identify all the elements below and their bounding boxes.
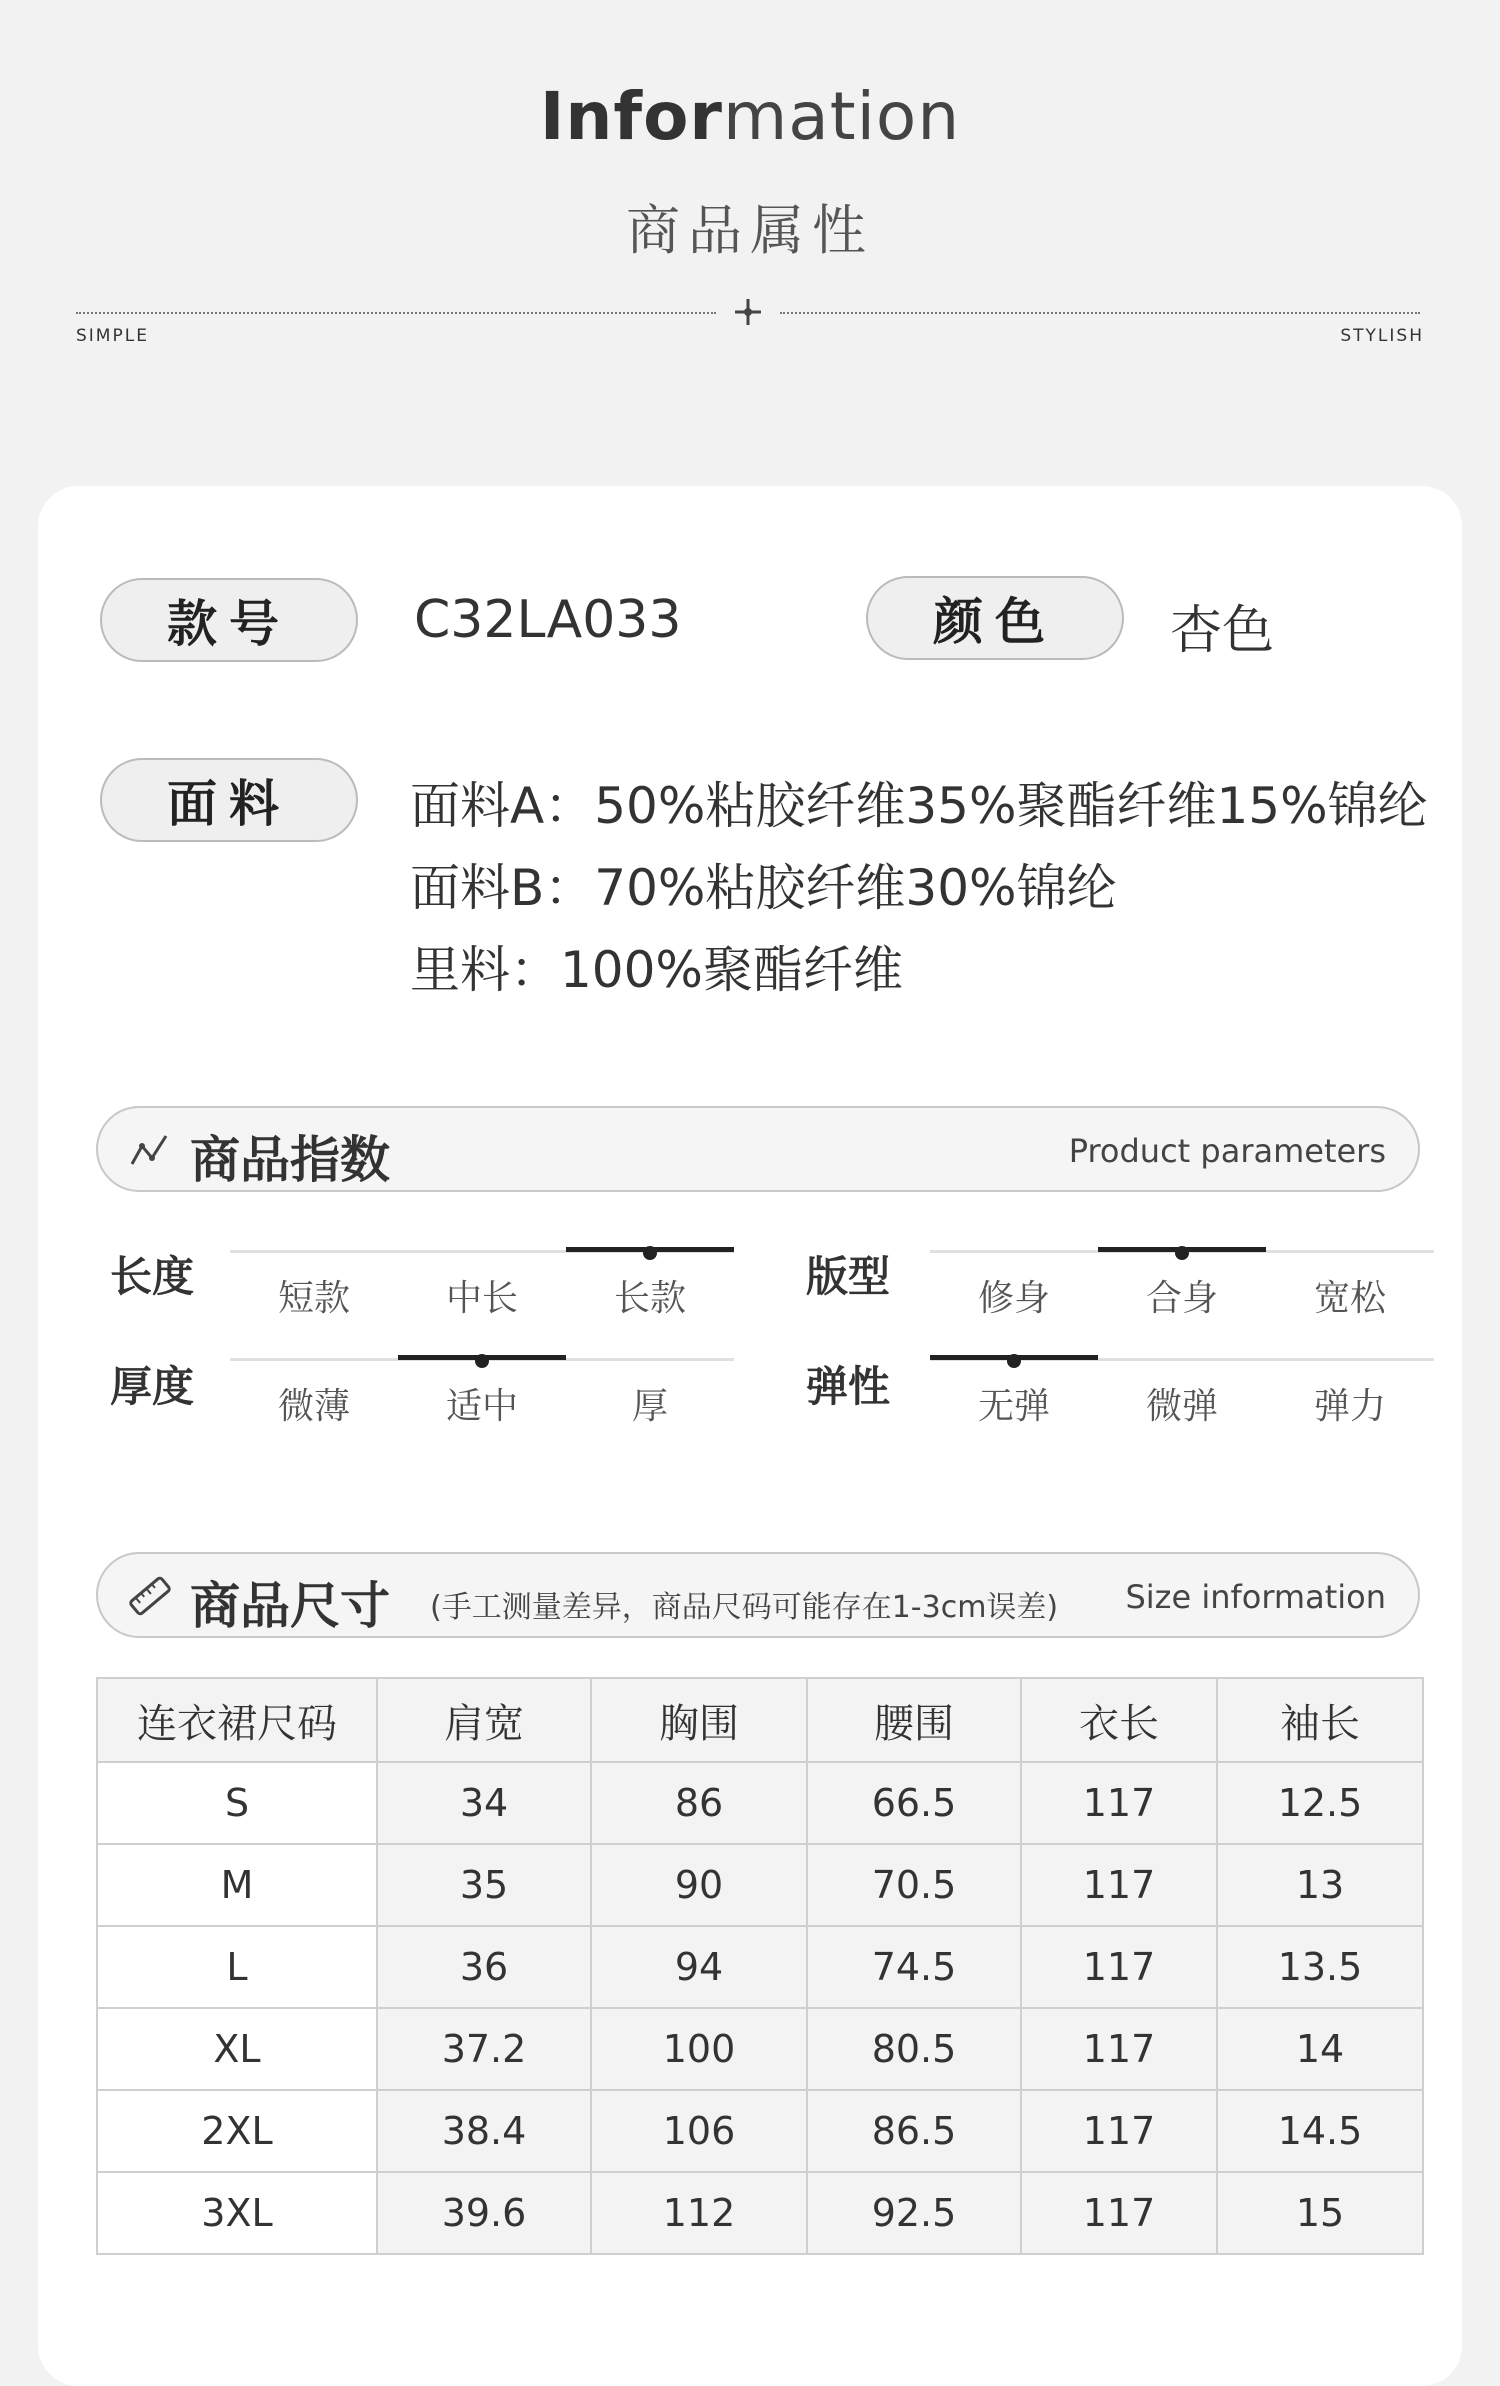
crosshair-ornament-icon: [733, 297, 763, 327]
size-section-note: (手工测量差异，商品尺码可能存在1-3cm误差): [430, 1590, 1059, 1625]
cell-size: 3XL: [97, 2172, 377, 2254]
cell-shoulder: 38.4: [377, 2090, 591, 2172]
scale-indicator-dot: [475, 1354, 489, 1368]
param-label-fit: 版型: [806, 1252, 891, 1301]
param-label-length: 长度: [110, 1252, 195, 1301]
table-row: [97, 1926, 1423, 2008]
cell-sleeve: 12.5: [1217, 1762, 1423, 1844]
lining-line: 里料：100%聚酯纤维: [410, 941, 903, 999]
style-label-pill: 款号: [100, 578, 358, 662]
cell-bust: 90: [591, 1844, 807, 1926]
param-label-thickness: 厚度: [110, 1362, 195, 1411]
col-header-size: 连衣裙尺码: [97, 1678, 377, 1762]
table-row: [97, 2172, 1423, 2254]
cell-sleeve: 13.5: [1217, 1926, 1423, 2008]
size-section-title: 商品尺寸: [190, 1577, 390, 1635]
trend-line-icon: [128, 1130, 172, 1170]
cell-length: 117: [1021, 2008, 1217, 2090]
ruler-icon: [128, 1576, 172, 1616]
cell-shoulder: 35: [377, 1844, 591, 1926]
page-subtitle: 商品属性: [626, 199, 874, 262]
cell-waist: 74.5: [807, 1926, 1021, 2008]
fabric-line-a: 面料A：50%粘胶纤维35%聚酯纤维15%锦纶: [410, 777, 1428, 835]
param-scale-thickness: [230, 1358, 734, 1427]
cell-shoulder: 36: [377, 1926, 591, 2008]
cell-sleeve: 15: [1217, 2172, 1423, 2254]
scale-option: 长款: [613, 1278, 686, 1319]
param-scale-elasticity: [930, 1358, 1434, 1427]
param-label-elasticity: 弹性: [806, 1362, 891, 1411]
col-header-length: 衣长: [1021, 1678, 1217, 1762]
size-section-bar: [96, 1552, 1420, 1638]
size-section-title-en: Size information: [1125, 1578, 1386, 1616]
col-header-shoulder: 肩宽: [377, 1678, 591, 1762]
divider-left: [76, 312, 716, 314]
cell-size: XL: [97, 2008, 377, 2090]
cell-waist: 92.5: [807, 2172, 1021, 2254]
title-light: mation: [722, 78, 961, 155]
page-title: [0, 78, 1500, 155]
color-label-pill: 颜色: [866, 576, 1124, 660]
cell-bust: 106: [591, 2090, 807, 2172]
cell-size: L: [97, 1926, 377, 2008]
cell-sleeve: 14: [1217, 2008, 1423, 2090]
scale-indicator-dot: [1175, 1246, 1189, 1260]
cell-bust: 86: [591, 1762, 807, 1844]
cell-waist: 80.5: [807, 2008, 1021, 2090]
scale-option: 微弹: [1145, 1386, 1218, 1427]
scale-option: 微薄: [277, 1386, 350, 1427]
col-header-sleeve: 袖长: [1217, 1678, 1423, 1762]
cell-shoulder: 34: [377, 1762, 591, 1844]
scale-option: 中长: [445, 1278, 518, 1319]
style-value: C32LA033: [414, 590, 682, 650]
divider-right: [780, 312, 1420, 314]
fabric-line-b: 面料B：70%粘胶纤维30%锦纶: [410, 859, 1117, 917]
cell-sleeve: 13: [1217, 1844, 1423, 1926]
scale-option: 短款: [277, 1278, 350, 1319]
table-row: [97, 2008, 1423, 2090]
size-table-header-row: [97, 1678, 1423, 1762]
table-row: [97, 1762, 1423, 1844]
tag-stylish: STYLISH: [1340, 326, 1424, 346]
scale-option: 修身: [977, 1278, 1050, 1319]
cell-bust: 112: [591, 2172, 807, 2254]
scale-option: 厚: [631, 1386, 668, 1427]
col-header-waist: 腰围: [807, 1678, 1021, 1762]
scale-option: 无弹: [977, 1386, 1050, 1427]
param-scale-length: [230, 1250, 734, 1319]
color-value: 杏色: [1170, 601, 1275, 661]
col-header-bust: 胸围: [591, 1678, 807, 1762]
cell-waist: 70.5: [807, 1844, 1021, 1926]
scale-option: 宽松: [1313, 1278, 1386, 1319]
table-row: [97, 1844, 1423, 1926]
table-row: [97, 2090, 1423, 2172]
param-scale-fit: [930, 1250, 1434, 1319]
scale-option: 适中: [445, 1386, 518, 1427]
params-section-bar: [96, 1106, 1420, 1192]
cell-sleeve: 14.5: [1217, 2090, 1423, 2172]
cell-bust: 100: [591, 2008, 807, 2090]
cell-size: S: [97, 1762, 377, 1844]
cell-size: M: [97, 1844, 377, 1926]
params-section-title-en: Product parameters: [1068, 1132, 1386, 1170]
scale-option: 合身: [1145, 1278, 1218, 1319]
tag-simple: SIMPLE: [76, 326, 149, 346]
scale-indicator-dot: [1007, 1354, 1021, 1368]
title-bold: Infor: [539, 78, 723, 155]
cell-shoulder: 37.2: [377, 2008, 591, 2090]
size-table: [96, 1677, 1424, 2255]
cell-size: 2XL: [97, 2090, 377, 2172]
cell-shoulder: 39.6: [377, 2172, 591, 2254]
cell-length: 117: [1021, 1844, 1217, 1926]
cell-bust: 94: [591, 1926, 807, 2008]
cell-length: 117: [1021, 1926, 1217, 2008]
cell-waist: 86.5: [807, 2090, 1021, 2172]
cell-length: 117: [1021, 1762, 1217, 1844]
cell-length: 117: [1021, 2090, 1217, 2172]
cell-waist: 66.5: [807, 1762, 1021, 1844]
params-section-title: 商品指数: [190, 1131, 390, 1189]
scale-option: 弹力: [1313, 1386, 1386, 1427]
scale-indicator-dot: [643, 1246, 657, 1260]
cell-length: 117: [1021, 2172, 1217, 2254]
fabric-label-pill: 面料: [100, 758, 358, 842]
